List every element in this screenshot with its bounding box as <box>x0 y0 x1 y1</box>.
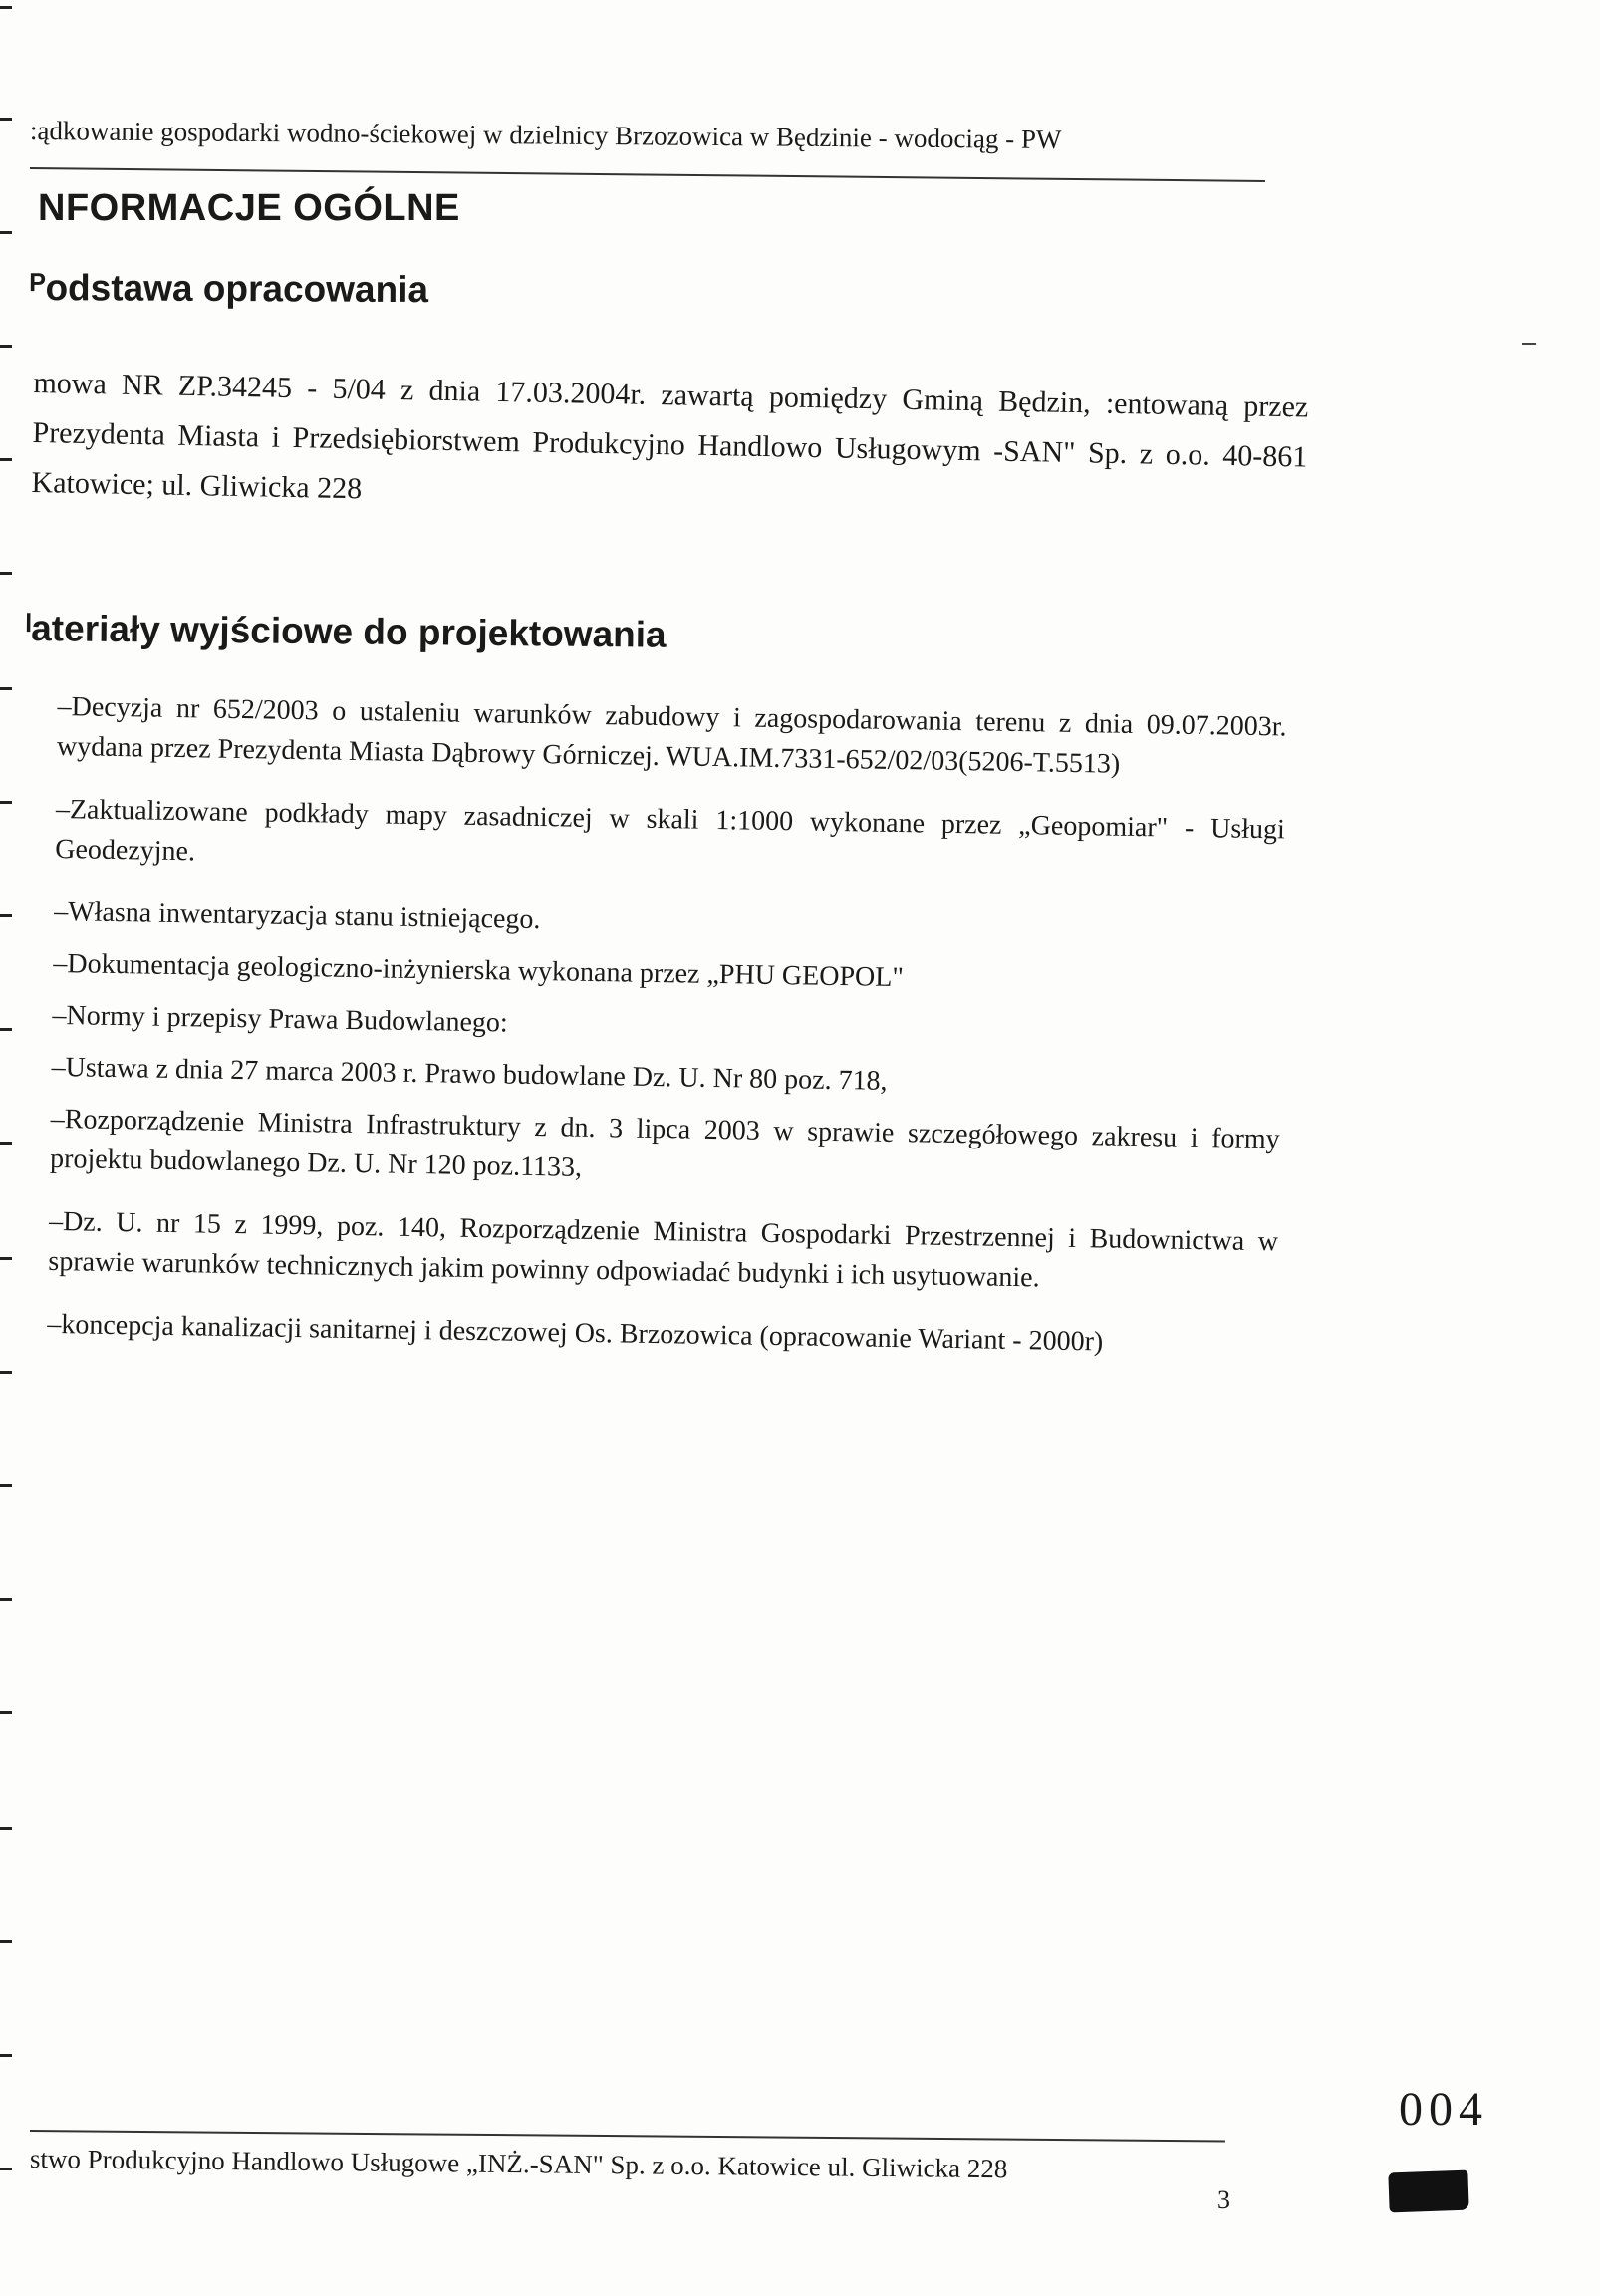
running-footer: stwo Produkcyjno Handlowo Usługowe „INŻ.-SAN" Sp. z o.o. Katowice ul. Gliwicka 228 <box>29 2144 1008 2184</box>
margin-mark <box>0 1827 12 1830</box>
margin-mark <box>0 1371 12 1374</box>
margin-mark <box>0 1711 12 1714</box>
redaction-mark <box>1388 2170 1468 2213</box>
margin-mark <box>0 1257 12 1260</box>
margin-mark <box>1522 343 1536 345</box>
basis-heading: ᴾodstawa opracowania <box>29 267 429 311</box>
margin-mark <box>0 801 12 804</box>
list-item: –Decyzja nr 652/2003 o ustaleniu warunków zabudowy i zagospodarowania terenu z dnia 09.07.2003r. wydana przez Prezydenta Miasta Dąbrowy Górniczej. WUA.IM.7331-652/02/03(5206-T.5513) <box>56 690 1287 780</box>
running-header: :ądkowanie gospodarki wodno-ściekowej w dzielnicy Brzozowica w Będzinie - wodociąg - PW <box>29 116 1062 155</box>
basis-paragraph <box>31 359 1309 533</box>
margin-mark <box>0 572 12 575</box>
materials-heading: ˡateriały wyjściowe do projektowania <box>25 608 667 655</box>
margin-mark <box>0 914 12 917</box>
basis-text: mowa NR ZP.34245 - 5/04 z dnia 17.03.2004r. zawartą pomiędzy Gminą Będzin, :entowaną przez Prezydenta Miasta i Przedsiębiorstwem Produkcyjno Handlowo Usługowym -SAN" Sp. z o.o. 40-861 Katowice; ul. Gliwicka 228 <box>31 366 1309 506</box>
page-number: 3 <box>1217 2185 1230 2214</box>
margin-mark <box>0 1940 12 1943</box>
stamp-number: 004 <box>1399 2083 1488 2136</box>
list-item: –Normy i przepisy Prawa Budowlanego: <box>52 999 508 1039</box>
list-item: –koncepcja kanalizacji sanitarnej i deszczowej Os. Brzozowica (opracowanie Wariant - 2000r) <box>47 1308 1104 1358</box>
margin-mark <box>0 1598 12 1601</box>
margin-mark <box>0 1028 12 1031</box>
section-title: NFORMACJE OGÓLNE <box>38 187 460 229</box>
margin-mark <box>0 1142 12 1145</box>
list-item: –Dokumentacja geologiczno-inżynierska wykonana przez „PHU GEOPOL" <box>53 947 905 994</box>
margin-mark <box>0 2054 12 2057</box>
header-rule <box>30 167 1265 182</box>
materials-list <box>47 687 1287 1388</box>
list-item: –Własna inwentaryzacja stanu istniejącego. <box>54 895 541 936</box>
list-item: –Zaktualizowane podkłady mapy zasadniczej w skali 1:1000 wykonane przez „Geopomiar" - Usługi Geodezyjne. <box>55 793 1286 868</box>
margin-mark <box>0 458 12 461</box>
margin-mark <box>0 345 12 348</box>
footer-rule <box>30 2130 1225 2142</box>
list-item: –Ustawa z dnia 27 marca 2003 r. Prawo budowlane Dz. U. Nr 80 poz. 718, <box>51 1051 888 1097</box>
margin-mark <box>0 231 12 234</box>
list-item: –Rozporządzenie Ministra Infrastruktury z dn. 3 lipca 2003 w sprawie szczegółowego zakresu i formy projektu budowlanego Dz. U. Nr 120 poz.1133, <box>49 1103 1280 1183</box>
margin-mark <box>0 118 12 121</box>
margin-mark <box>0 1484 12 1487</box>
margin-mark <box>0 2168 12 2170</box>
margin-mark <box>0 6 12 9</box>
margin-mark <box>0 687 12 690</box>
list-item: –Dz. U. nr 15 z 1999, poz. 140, Rozporządzenie Ministra Gospodarki Przestrzennej i Budownictwa w sprawie warunków technicznych jakim powinny odpowiadać budynki i ich usytuowanie. <box>48 1205 1279 1294</box>
